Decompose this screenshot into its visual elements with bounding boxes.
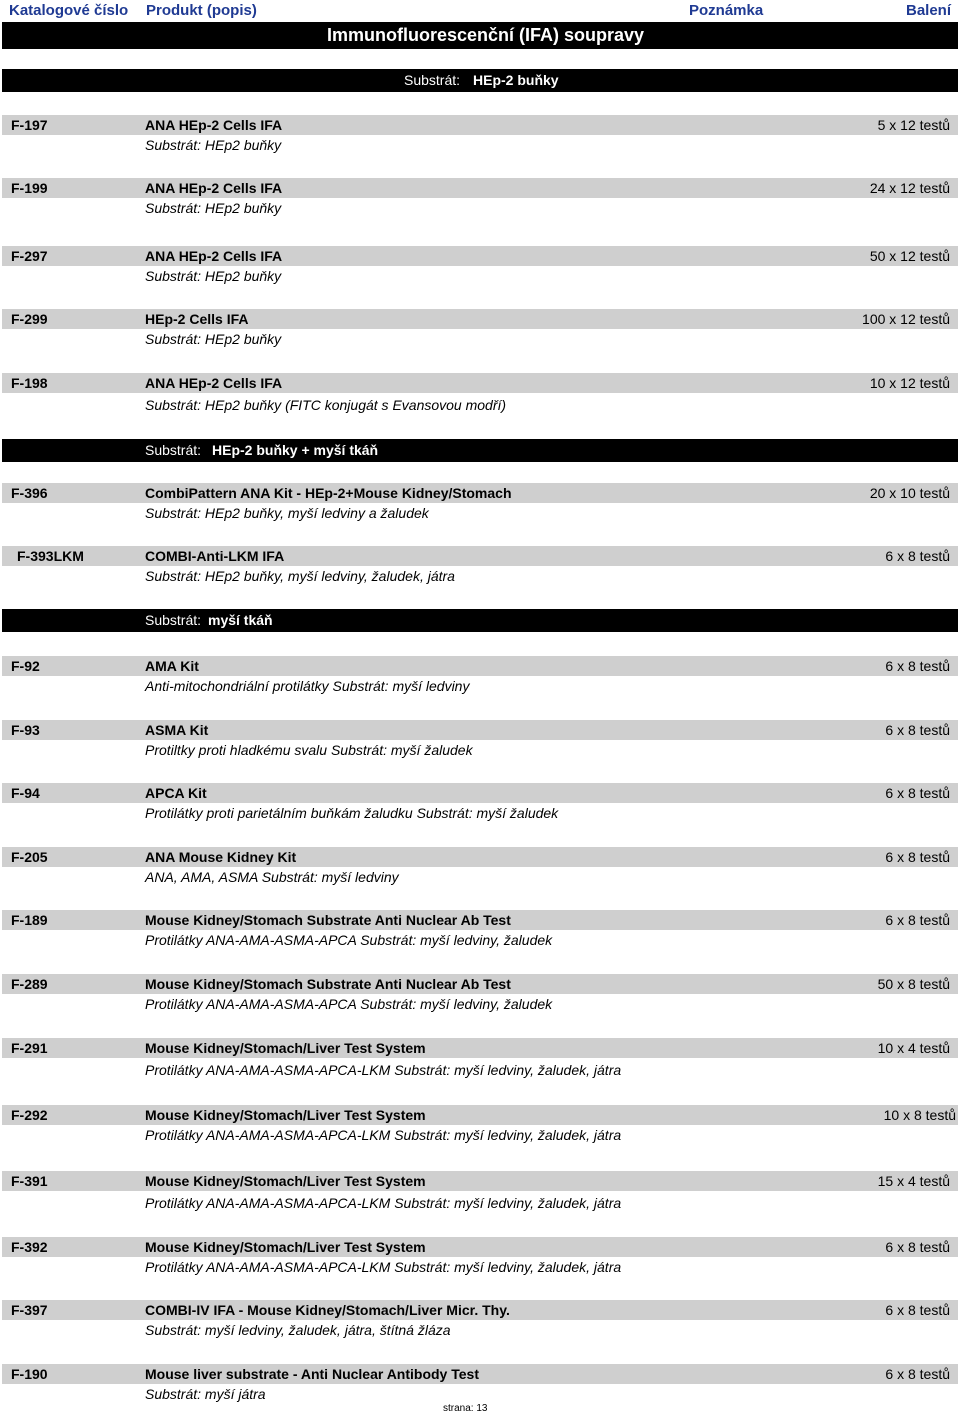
- table-row: [2, 974, 958, 994]
- section-value: HEp-2 buňky: [473, 72, 559, 88]
- item-pack: 24 x 12 testů: [869, 180, 950, 196]
- item-code: F-199: [11, 180, 48, 196]
- table-row: [2, 720, 958, 740]
- item-code: F-396: [11, 485, 48, 501]
- item-substrate: Protilátky proti parietálním buňkám žaludku Substrát: myší žaludek: [145, 805, 559, 821]
- item-pack: 10 x 4 testů: [877, 1040, 950, 1056]
- item-substrate: Protilátky ANA-AMA-ASMA-APCA Substrát: myší ledviny, žaludek: [145, 932, 553, 948]
- item-code: F-292: [11, 1107, 48, 1123]
- item-product: Mouse Kidney/Stomach/Liver Test System: [145, 1173, 426, 1189]
- item-pack: 6 x 8 testů: [885, 722, 950, 738]
- table-row: [2, 1171, 958, 1191]
- section-value: myší tkáň: [208, 612, 273, 628]
- section-value: HEp-2 buňky + myší tkáň: [212, 442, 379, 458]
- item-code: F-392: [11, 1239, 48, 1255]
- item-substrate: Substrát: HEp2 buňky: [145, 137, 282, 153]
- col-pack-header: Balení: [905, 2, 951, 19]
- item-product: ANA HEp-2 Cells IFA: [145, 375, 283, 391]
- item-pack: 100 x 12 testů: [862, 311, 950, 327]
- page-title-bar: [2, 22, 958, 49]
- item-code: F-205: [11, 849, 48, 865]
- item-substrate: Substrát: HEp2 buňky, myší ledviny, žaludek, játra: [145, 568, 455, 584]
- item-substrate: Substrát: HEp2 buňky: [145, 268, 282, 284]
- item-product: COMBI-IV IFA - Mouse Kidney/Stomach/Liver Micr. Thy.: [145, 1302, 510, 1318]
- item-pack: 10 x 12 testů: [869, 375, 950, 391]
- item-substrate: Protilátky ANA-AMA-ASMA-APCA-LKM Substrát: myší ledviny, žaludek, játra: [145, 1259, 622, 1275]
- table-row: [2, 483, 958, 503]
- item-substrate: Protilátky ANA-AMA-ASMA-APCA Substrát: myší ledviny, žaludek: [145, 996, 553, 1012]
- table-row: [2, 1237, 958, 1257]
- item-pack: 6 x 8 testů: [885, 912, 950, 928]
- section-mouse-tissue: [2, 609, 958, 632]
- item-code: F-92: [11, 658, 40, 674]
- table-row: [2, 1105, 958, 1125]
- table-row: [2, 246, 958, 266]
- item-code: F-94: [11, 785, 40, 801]
- item-substrate: Protilátky ANA-AMA-ASMA-APCA-LKM Substrát: myší ledviny, žaludek, játra: [145, 1062, 622, 1078]
- item-pack: 6 x 8 testů: [885, 1302, 950, 1318]
- item-code: F-299: [11, 311, 48, 327]
- item-pack: 50 x 12 testů: [869, 248, 950, 264]
- item-product: CombiPattern ANA Kit - HEp-2+Mouse Kidney/Stomach: [145, 485, 512, 501]
- item-pack: 6 x 8 testů: [885, 1239, 950, 1255]
- item-substrate: Protiltky proti hladkému svalu Substrát: myší žaludek: [145, 742, 473, 758]
- item-product: ANA HEp-2 Cells IFA: [145, 180, 283, 196]
- item-product: APCA Kit: [145, 785, 207, 801]
- table-row: [2, 1300, 958, 1320]
- item-code: F-297: [11, 248, 48, 264]
- item-code: F-397: [11, 1302, 48, 1318]
- item-code: F-289: [11, 976, 48, 992]
- table-row: [2, 783, 958, 803]
- item-code: F-291: [11, 1040, 48, 1056]
- item-product: COMBI-Anti-LKM IFA: [145, 548, 285, 564]
- table-row: [2, 656, 958, 676]
- page-number: strana: 13: [443, 1403, 488, 1414]
- section-hep2: [2, 69, 958, 92]
- table-row: [2, 1364, 958, 1384]
- item-pack: 6 x 8 testů: [885, 658, 950, 674]
- item-code: F-197: [11, 117, 48, 133]
- item-code: F-198: [11, 375, 48, 391]
- table-row: [2, 847, 958, 867]
- item-pack: 5 x 12 testů: [877, 117, 950, 133]
- table-row: [2, 910, 958, 930]
- item-code: F-190: [11, 1366, 48, 1382]
- table-row: [2, 546, 958, 566]
- item-code: F-393LKM: [17, 548, 84, 564]
- item-product: HEp-2 Cells IFA: [145, 311, 249, 327]
- item-substrate: Substrát: HEp2 buňky (FITC konjugát s Evansovou modří): [145, 397, 507, 413]
- col-code-header: Katalogové číslo: [9, 2, 129, 19]
- item-substrate: Protilátky ANA-AMA-ASMA-APCA-LKM Substrát: myší ledviny, žaludek, játra: [145, 1127, 622, 1143]
- item-substrate: Substrát: HEp2 buňky: [145, 331, 282, 347]
- item-code: F-391: [11, 1173, 48, 1189]
- item-substrate: Substrát: myší játra: [145, 1386, 266, 1402]
- page-title: Immunofluorescenční (IFA) soupravy: [327, 25, 645, 45]
- item-product: Mouse Kidney/Stomach/Liver Test System: [145, 1239, 426, 1255]
- item-product: ASMA Kit: [145, 722, 209, 738]
- table-row: [2, 178, 958, 198]
- item-substrate: Substrát: HEp2 buňky: [145, 200, 282, 216]
- item-substrate: Substrát: myší ledviny, žaludek, játra, štítná žláza: [145, 1322, 451, 1338]
- item-pack: 10 x 8 testů: [883, 1107, 956, 1123]
- item-product: Mouse liver substrate - Anti Nuclear Antibody Test: [145, 1366, 479, 1382]
- col-note-header: Poznámka: [689, 2, 764, 19]
- item-substrate: ANA, AMA, ASMA Substrát: myší ledviny: [145, 869, 399, 885]
- item-pack: 15 x 4 testů: [877, 1173, 950, 1189]
- table-row: [2, 373, 958, 393]
- item-pack: 6 x 8 testů: [885, 548, 950, 564]
- section-label: Substrát:: [145, 442, 202, 458]
- item-substrate: Protilátky ANA-AMA-ASMA-APCA-LKM Substrát: myší ledviny, žaludek, játra: [145, 1195, 622, 1211]
- item-pack: 6 x 8 testů: [885, 1366, 950, 1382]
- item-product: ANA HEp-2 Cells IFA: [145, 117, 283, 133]
- item-substrate: Substrát: HEp2 buňky, myší ledviny a žaludek: [145, 505, 429, 521]
- item-product: AMA Kit: [145, 658, 199, 674]
- item-substrate: Anti-mitochondriální protilátky Substrát: myší ledviny: [145, 678, 470, 694]
- item-pack: 6 x 8 testů: [885, 785, 950, 801]
- item-pack: 20 x 10 testů: [869, 485, 950, 501]
- item-code: F-189: [11, 912, 48, 928]
- section-hep2-mouse: [2, 439, 958, 462]
- item-product: Mouse Kidney/Stomach/Liver Test System: [145, 1040, 426, 1056]
- item-product: ANA HEp-2 Cells IFA: [145, 248, 283, 264]
- table-row: [2, 115, 958, 135]
- item-product: Mouse Kidney/Stomach/Liver Test System: [145, 1107, 426, 1123]
- column-header: [0, 0, 960, 22]
- item-pack: 50 x 8 testů: [877, 976, 950, 992]
- item-product: Mouse Kidney/Stomach Substrate Anti Nuclear Ab Test: [145, 912, 511, 928]
- table-row: [2, 1038, 958, 1058]
- section-label: Substrát:: [145, 612, 202, 628]
- item-product: ANA Mouse Kidney Kit: [145, 849, 297, 865]
- item-code: F-93: [11, 722, 40, 738]
- table-row: [2, 309, 958, 329]
- item-pack: 6 x 8 testů: [885, 849, 950, 865]
- section-label: Substrát:: [404, 72, 461, 88]
- item-product: Mouse Kidney/Stomach Substrate Anti Nuclear Ab Test: [145, 976, 511, 992]
- col-product-header: Produkt (popis): [146, 2, 257, 19]
